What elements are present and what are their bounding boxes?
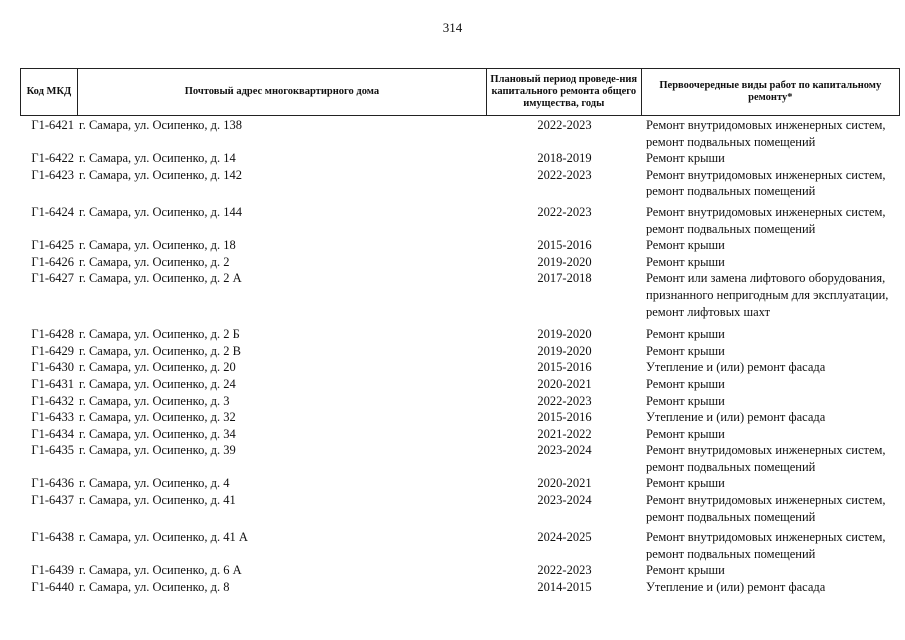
row-period: 2022-2023 [537, 167, 592, 182]
header-works: Первоочередные виды работ по капитальному ремонту* [659, 80, 882, 103]
row-code: Г1-6432 [31, 393, 74, 408]
row-address: г. Самара, ул. Осипенко, д. 20 [79, 360, 236, 375]
table-body [20, 117, 900, 596]
row-period: 2019-2020 [537, 343, 592, 358]
table-row [20, 562, 900, 579]
row-code: Г1-6422 [31, 151, 74, 166]
table-row [20, 150, 900, 167]
row-works: Ремонт внутридомовых инженерных систем, ремонт подвальных помещений [646, 204, 886, 236]
row-code: Г1-6434 [31, 426, 74, 441]
header-address: Почтовый адрес многоквартирного дома [78, 69, 487, 115]
table-row [20, 529, 900, 562]
row-period: 2020-2021 [537, 376, 592, 391]
row-period: 2019-2020 [537, 327, 592, 342]
row-address: г. Самара, ул. Осипенко, д. 34 [79, 426, 236, 441]
row-code: Г1-6430 [31, 360, 74, 375]
row-code: Г1-6421 [31, 118, 74, 132]
table-row [20, 492, 900, 525]
page-number: 314 [442, 20, 463, 35]
row-code: Г1-6429 [31, 343, 74, 358]
row-works: Ремонт крыши [646, 476, 725, 491]
header-period: Плановый период проведе-ния капитального ремонта общего имущества, годы [487, 69, 642, 115]
row-works: Ремонт крыши [646, 376, 725, 391]
row-period: 2015-2016 [537, 410, 592, 425]
row-period: 2022-2023 [537, 393, 592, 408]
row-works: Ремонт крыши [646, 254, 725, 269]
header-code: Код МКД [21, 69, 78, 115]
row-code: Г1-6433 [31, 410, 74, 425]
row-code: Г1-6427 [31, 271, 74, 286]
row-works: Утепление и (или) ремонт фасада [646, 360, 826, 375]
row-code: Г1-6426 [31, 254, 74, 269]
row-address: г. Самара, ул. Осипенко, д. 32 [79, 410, 236, 425]
table-row [20, 579, 900, 596]
row-address: г. Самара, ул. Осипенко, д. 2 В [79, 343, 241, 358]
row-works: Ремонт внутридомовых инженерных систем, ремонт подвальных помещений [646, 493, 886, 524]
row-address: г. Самара, ул. Осипенко, д. 8 [79, 580, 230, 595]
row-code: Г1-6435 [31, 443, 74, 458]
row-works: Ремонт внутридомовых инженерных систем, ремонт подвальных помещений [646, 118, 886, 149]
row-period: 2023-2024 [537, 443, 592, 458]
row-works: Утепление и (или) ремонт фасада [646, 580, 826, 595]
row-period: 2019-2020 [537, 254, 592, 269]
table-row [20, 442, 900, 475]
row-period: 2017-2018 [537, 271, 592, 286]
row-works: Ремонт внутридомовых инженерных систем, ремонт подвальных помещений [646, 530, 886, 561]
row-works: Утепление и (или) ремонт фасада [646, 410, 826, 425]
row-works: Ремонт крыши [646, 327, 725, 342]
row-address: г. Самара, ул. Осипенко, д. 4 [79, 476, 230, 491]
row-address: г. Самара, ул. Осипенко, д. 41 А [79, 530, 248, 545]
row-address: г. Самара, ул. Осипенко, д. 142 [79, 167, 242, 182]
row-works: Ремонт крыши [646, 426, 725, 441]
table-row [20, 409, 900, 426]
table-row [20, 326, 900, 343]
row-period: 2023-2024 [537, 493, 592, 508]
row-works: Ремонт или замена лифтового оборудования, признанного непригодным для эксплуатации, ремонт лифтовых шахт [646, 271, 889, 319]
row-address: г. Самара, ул. Осипенко, д. 18 [79, 238, 236, 253]
row-address: г. Самара, ул. Осипенко, д. 138 [79, 118, 242, 132]
row-address: г. Самара, ул. Осипенко, д. 39 [79, 443, 236, 458]
row-address: г. Самара, ул. Осипенко, д. 14 [79, 151, 236, 166]
table-row [20, 359, 900, 376]
row-period: 2018-2019 [537, 151, 592, 166]
row-period: 2024-2025 [537, 530, 592, 545]
row-period: 2022-2023 [537, 118, 592, 132]
row-period: 2014-2015 [537, 580, 592, 595]
row-period: 2022-2023 [537, 563, 592, 578]
row-code: Г1-6424 [31, 204, 74, 219]
row-address: г. Самара, ул. Осипенко, д. 3 [79, 393, 230, 408]
row-address: г. Самара, ул. Осипенко, д. 2 Б [79, 327, 240, 342]
row-code: Г1-6423 [31, 167, 74, 182]
row-works: Ремонт крыши [646, 393, 725, 408]
table-row [20, 270, 900, 320]
row-code: Г1-6431 [31, 376, 74, 391]
table-row [20, 475, 900, 492]
row-code: Г1-6436 [31, 476, 74, 491]
row-period: 2022-2023 [537, 204, 592, 219]
row-period: 2015-2016 [537, 238, 592, 253]
row-address: г. Самара, ул. Осипенко, д. 2 А [79, 271, 242, 286]
table-row [20, 426, 900, 443]
row-address: г. Самара, ул. Осипенко, д. 24 [79, 376, 236, 391]
row-period: 2021-2022 [537, 426, 592, 441]
table-row [20, 204, 900, 237]
table-row [20, 376, 900, 393]
row-works: Ремонт крыши [646, 563, 725, 578]
row-code: Г1-6440 [31, 580, 74, 595]
row-address: г. Самара, ул. Осипенко, д. 144 [79, 204, 242, 219]
row-code: Г1-6439 [31, 563, 74, 578]
table-row [20, 343, 900, 360]
row-period: 2020-2021 [537, 476, 592, 491]
table-header [20, 68, 900, 116]
row-code: Г1-6428 [31, 327, 74, 342]
table-row [20, 237, 900, 254]
row-works: Ремонт крыши [646, 343, 725, 358]
row-works: Ремонт внутридомовых инженерных систем, ремонт подвальных помещений [646, 167, 886, 199]
table-row [20, 393, 900, 410]
row-works: Ремонт крыши [646, 238, 725, 253]
row-works: Ремонт внутридомовых инженерных систем, ремонт подвальных помещений [646, 443, 886, 474]
row-code: Г1-6425 [31, 238, 74, 253]
row-address: г. Самара, ул. Осипенко, д. 2 [79, 254, 230, 269]
row-address: г. Самара, ул. Осипенко, д. 6 А [79, 563, 242, 578]
row-address: г. Самара, ул. Осипенко, д. 41 [79, 493, 236, 508]
row-code: Г1-6437 [31, 493, 74, 508]
table-row [20, 254, 900, 271]
table-row [20, 167, 900, 200]
row-works: Ремонт крыши [646, 151, 725, 166]
table-row [20, 117, 900, 150]
row-code: Г1-6438 [31, 530, 74, 545]
row-period: 2015-2016 [537, 360, 592, 375]
